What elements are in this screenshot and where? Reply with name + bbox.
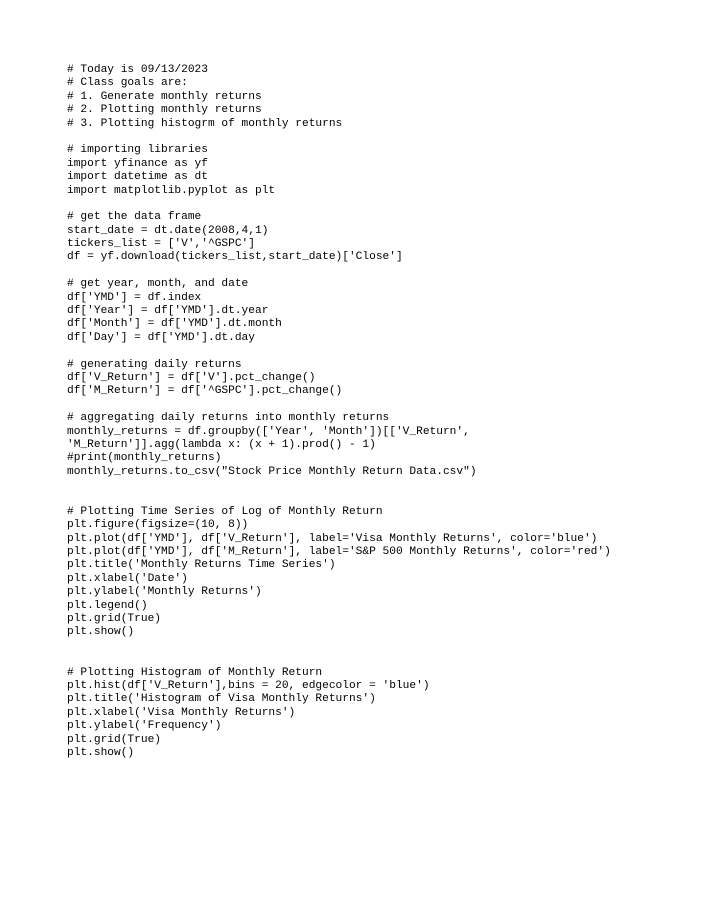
code-line: plt.xlabel('Visa Monthly Returns')	[67, 706, 296, 719]
code-line	[67, 345, 707, 358]
code-line: plt.figure(figsize=(10, 8))	[67, 519, 249, 532]
code-line: # get year, month, and date	[67, 278, 249, 291]
code-line	[67, 493, 707, 506]
code-line	[67, 265, 707, 278]
code-line: plt.title('Monthly Returns Time Series')	[67, 559, 336, 572]
code-line: #print(monthly_returns)	[67, 452, 222, 465]
code-line: df['M_Return'] = df['^GSPC'].pct_change()	[67, 385, 343, 398]
code-line: # 1. Generate monthly returns	[67, 90, 262, 103]
code-line	[67, 479, 707, 492]
code-line: df['Day'] = df['YMD'].dt.day	[67, 331, 255, 344]
code-line	[67, 640, 707, 653]
code-line: # Class goals are:	[67, 77, 188, 90]
code-line: import yfinance as yf	[67, 157, 208, 170]
code-listing	[67, 64, 707, 760]
code-line: df['V_Return'] = df['V'].pct_change()	[67, 371, 316, 384]
code-line: # aggregating daily returns into monthly returns	[67, 412, 390, 425]
code-line: plt.plot(df['YMD'], df['M_Return'], label='S&P 500 Monthly Returns', color='red')	[67, 546, 611, 559]
code-line: plt.ylabel('Frequency')	[67, 720, 222, 733]
code-line	[67, 131, 707, 144]
code-line: plt.show()	[67, 746, 135, 759]
code-line: # Today is 09/13/2023	[67, 64, 208, 76]
code-line: # 3. Plotting histogrm of monthly returns	[67, 117, 343, 130]
code-line: plt.show()	[67, 626, 135, 639]
code-line	[67, 399, 707, 412]
code-line: plt.ylabel('Monthly Returns')	[67, 586, 262, 599]
code-line: df = yf.download(tickers_list,start_date)['Close']	[67, 251, 403, 264]
code-line: # Plotting Histogram of Monthly Return	[67, 666, 323, 679]
code-line: import datetime as dt	[67, 171, 208, 184]
code-line: df['YMD'] = df.index	[67, 291, 202, 304]
code-line: # get the data frame	[67, 211, 202, 224]
code-line	[67, 198, 707, 211]
code-line: # importing libraries	[67, 144, 208, 157]
code-line	[67, 653, 707, 666]
code-line: 'M_Return']].agg(lambda x: (x + 1).prod() - 1)	[67, 438, 376, 451]
code-line: # Plotting Time Series of Log of Monthly Return	[67, 505, 383, 518]
code-line: import matplotlib.pyplot as plt	[67, 184, 276, 197]
code-line: plt.legend()	[67, 599, 148, 612]
code-line: # generating daily returns	[67, 358, 242, 371]
code-line: plt.title('Histogram of Visa Monthly Returns')	[67, 693, 376, 706]
code-line: plt.grid(True)	[67, 733, 161, 746]
code-line: monthly_returns = df.groupby(['Year', 'Month'])[['V_Return',	[67, 425, 470, 438]
code-line: tickers_list = ['V','^GSPC']	[67, 238, 255, 251]
code-line: plt.grid(True)	[67, 613, 161, 626]
code-line: df['Year'] = df['YMD'].dt.year	[67, 305, 269, 318]
code-line: df['Month'] = df['YMD'].dt.month	[67, 318, 282, 331]
code-line: plt.hist(df['V_Return'],bins = 20, edgecolor = 'blue')	[67, 679, 430, 692]
code-line: start_date = dt.date(2008,4,1)	[67, 224, 269, 237]
code-line: plt.plot(df['YMD'], df['V_Return'], label='Visa Monthly Returns', color='blue')	[67, 532, 598, 545]
code-line: plt.xlabel('Date')	[67, 572, 188, 585]
code-line: # 2. Plotting monthly returns	[67, 104, 262, 117]
code-line: monthly_returns.to_csv("Stock Price Monthly Return Data.csv")	[67, 465, 477, 478]
